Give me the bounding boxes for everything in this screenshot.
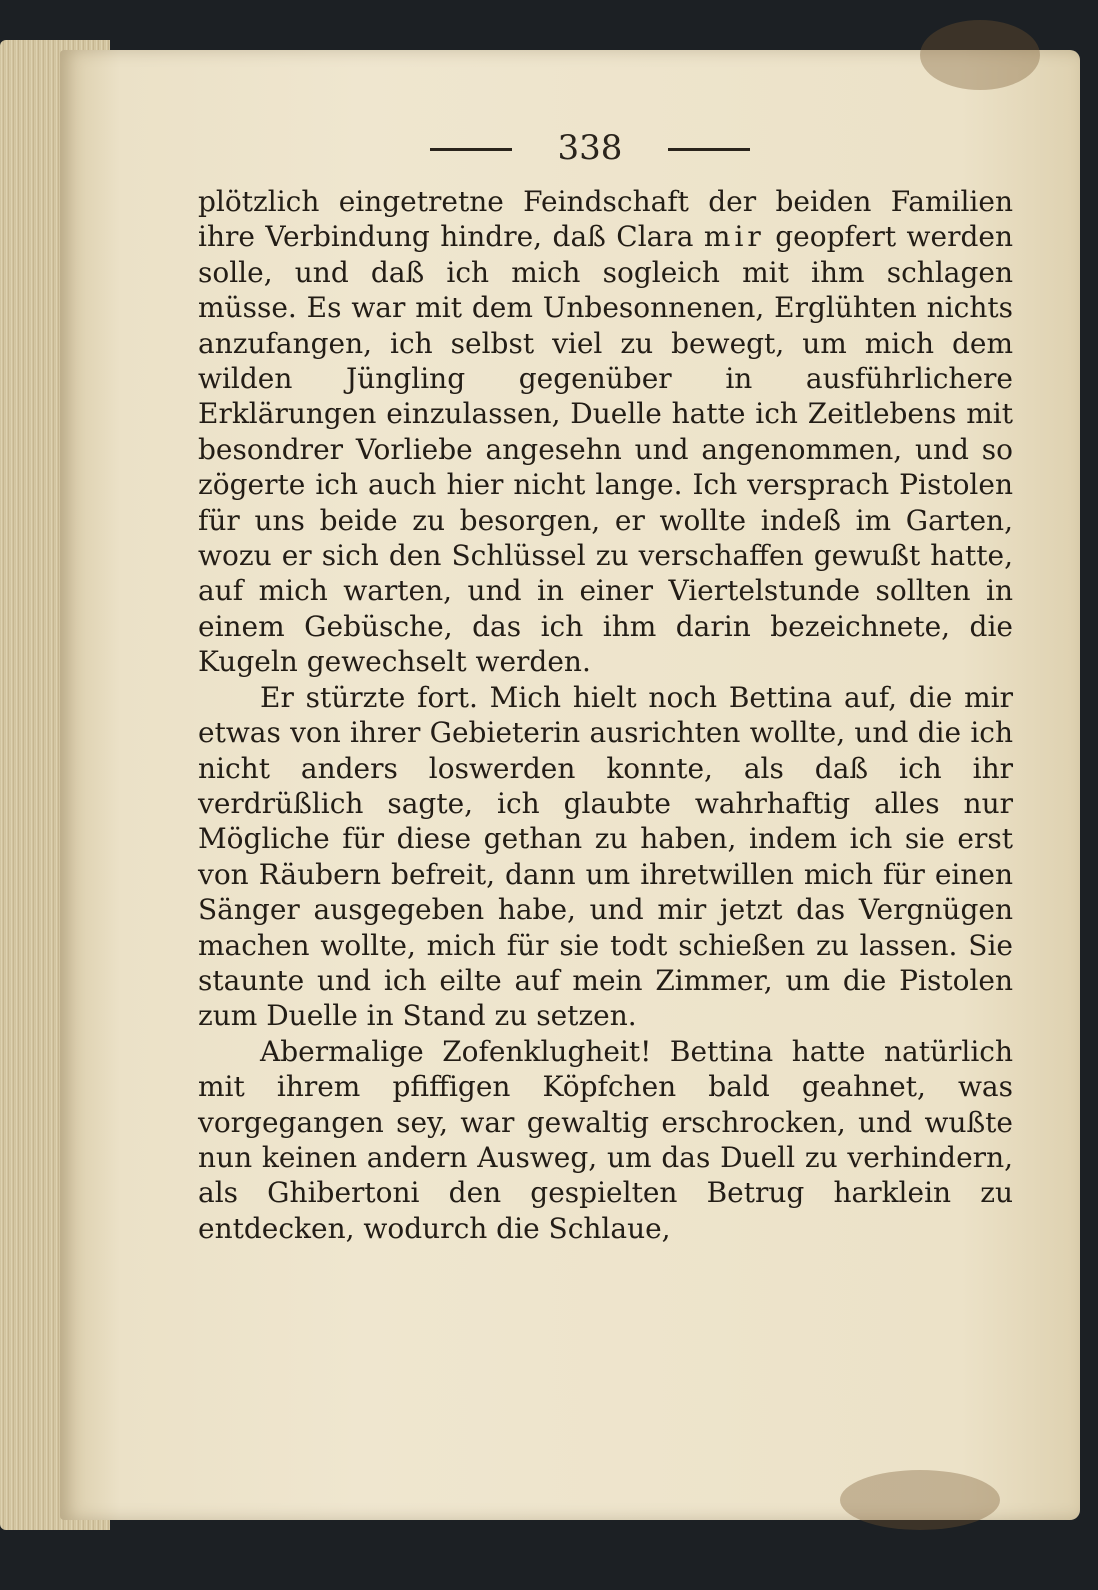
page-number: 338	[557, 128, 623, 168]
emphasized-word: mir	[703, 220, 765, 254]
header-rule-left	[430, 148, 512, 151]
paper-stain	[840, 1470, 1000, 1530]
paragraph: Abermalige Zofenklugheit! Bettina hatte natürlich mit ihrem pfiffigen Köpfchen bald geahnet, was vorgegangen sey, war gewaltig erschrocken, und wußte nun keinen andern Ausweg, um das Duell zu verhindern, als Ghibertoni den gespielten Betrug harklein zu entdecken, wodurch die Schlaue,	[198, 1034, 1013, 1245]
paragraph: Er stürzte fort. Mich hielt noch Bettina auf, die mir etwas von ihrer Gebieterin ausrichten wollte, und die ich nicht anders loswerden konnte, als daß ich ihr verdrüßlich sagte, ich glaubte wahrhaftig alles nur Mögliche für diese gethan zu haben, indem ich sie erst von Räubern befreit, dann um ihretwillen mich für einen Sänger ausgegeben habe, und mir jetzt das Vergnügen machen wollte, mich für sie todt schießen zu lassen. Sie staunte und ich eilte auf mein Zimmer, um die Pistolen zum Duelle in Stand zu setzen.	[198, 680, 1013, 1033]
header-rule-right	[668, 148, 750, 151]
paragraph	[198, 184, 1013, 680]
paper-stain	[920, 20, 1040, 90]
paragraph-text: plötzlich eingetretne Feindschaft der beiden Familien ihre Verbindung hindre, daß Clara	[198, 185, 1013, 254]
body-text	[198, 184, 1013, 1246]
paragraph-text: geopfert werden solle, und daß ich mich sogleich mit ihm schlagen müsse. Es war mit dem Unbesonnenen, Erglühten nichts anzufangen, ich selbst viel zu bewegt, um mich dem wilden Jüngling gegenüber in ausführlichere Erklärungen einzulassen, Duelle hatte ich Zeitlebens mit besondrer Vorliebe angesehn und angenommen, und so zögerte ich auch hier nicht lange. Ich versprach Pistolen für uns beide zu besorgen, er wollte indeß im Garten, wozu er sich den Schlüssel zu verschaffen gewußt hatte, auf mich warten, und in einer Viertelstunde sollten in einem Gebüsche, das ich ihm darin bezeichnete, die Kugeln gewechselt werden.	[198, 220, 1013, 679]
page-header	[0, 128, 1098, 168]
